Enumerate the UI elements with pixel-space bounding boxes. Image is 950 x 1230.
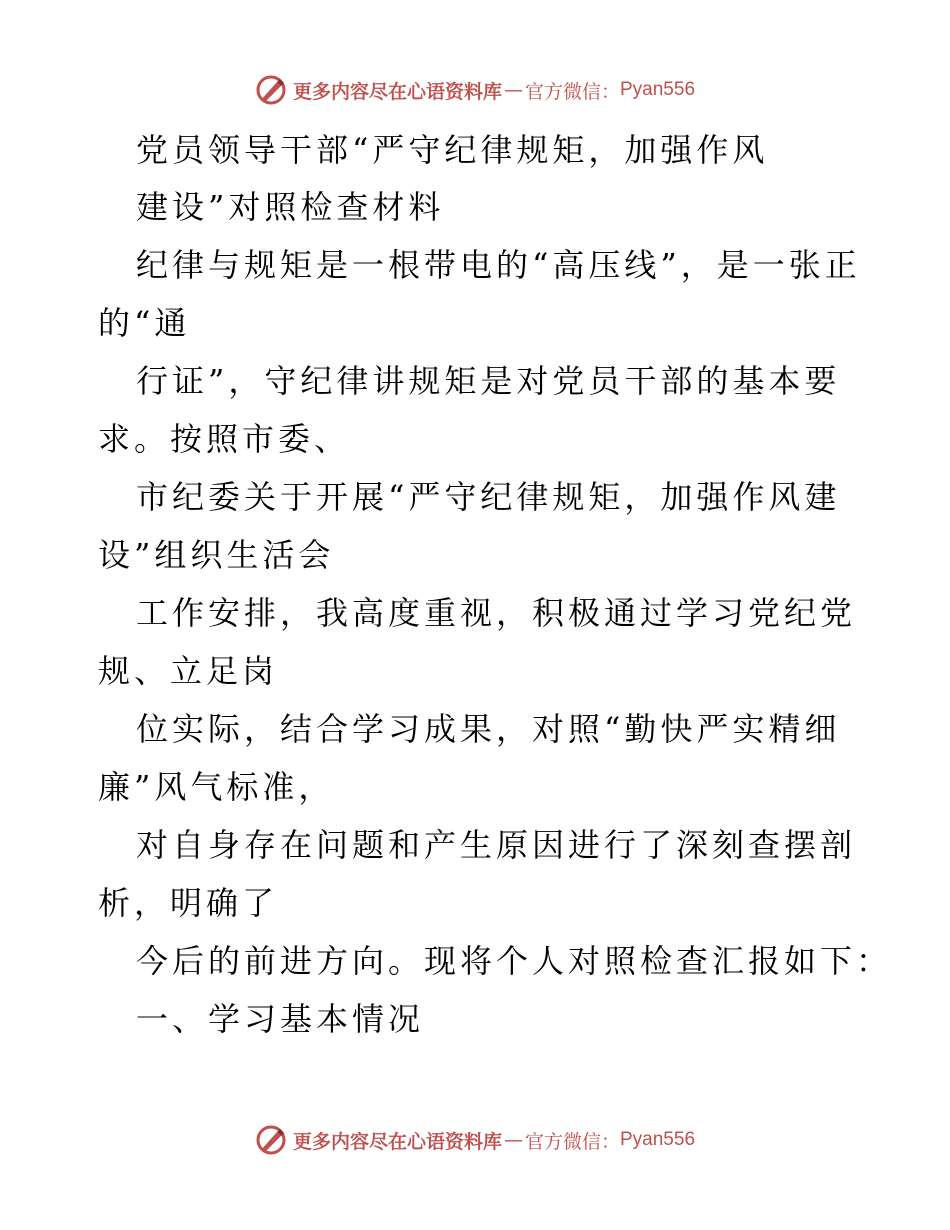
- paragraph-line: 纪律与规矩是一根带电的“高压线”，是一张正: [136, 246, 861, 284]
- document-title-line-2: 建设”对照检查材料: [136, 188, 445, 226]
- paragraph-line: 廉”风气标准，: [98, 768, 335, 806]
- banner-wechat-label: 官方微信：: [524, 1130, 620, 1153]
- banner-wechat-id: Pyan556: [620, 1129, 696, 1150]
- paragraph-line: 工作安排，我高度重视，积极通过学习党纪党: [136, 594, 857, 632]
- document-title-line-1: 党员领导干部“严守纪律规矩，加强作风: [136, 131, 769, 169]
- pen-logo-icon: [255, 1124, 287, 1156]
- banner-site-text: 更多内容尽在心语资料库: [292, 1130, 502, 1153]
- paragraph-line: 对自身存在问题和产生原因进行了深刻查摆剖: [136, 826, 857, 864]
- paragraph-line: 位实际，结合学习成果，对照“勤快严实精细: [136, 710, 841, 748]
- paragraph-line: 市纪委关于开展“严守纪律规矩，加强作风建: [136, 478, 841, 516]
- paragraph-line: 析，明确了: [98, 884, 279, 922]
- header-banner: [0, 70, 950, 110]
- paragraph-line: 行证”，守纪律讲规矩是对党员干部的基本要: [136, 362, 841, 400]
- banner-wechat-label: 官方微信：: [524, 80, 620, 103]
- paragraph-line: 设”组织生活会: [98, 536, 335, 574]
- banner-wechat-id: Pyan556: [620, 79, 696, 100]
- paragraph-line: 的“通: [98, 304, 191, 342]
- paragraph-line: 规、立足岗: [98, 652, 279, 690]
- paragraph-line: 今后的前进方向。现将个人对照检查汇报如下：: [136, 942, 893, 980]
- banner-site-text: 更多内容尽在心语资料库: [292, 80, 502, 103]
- paragraph-line: 求。按照市委、: [98, 420, 351, 458]
- banner-dash: —: [503, 1129, 523, 1151]
- footer-banner: [0, 1120, 950, 1160]
- banner-dash: —: [503, 79, 523, 101]
- section-heading: 一、学习基本情况: [136, 1000, 425, 1038]
- pen-logo-icon: [255, 74, 287, 106]
